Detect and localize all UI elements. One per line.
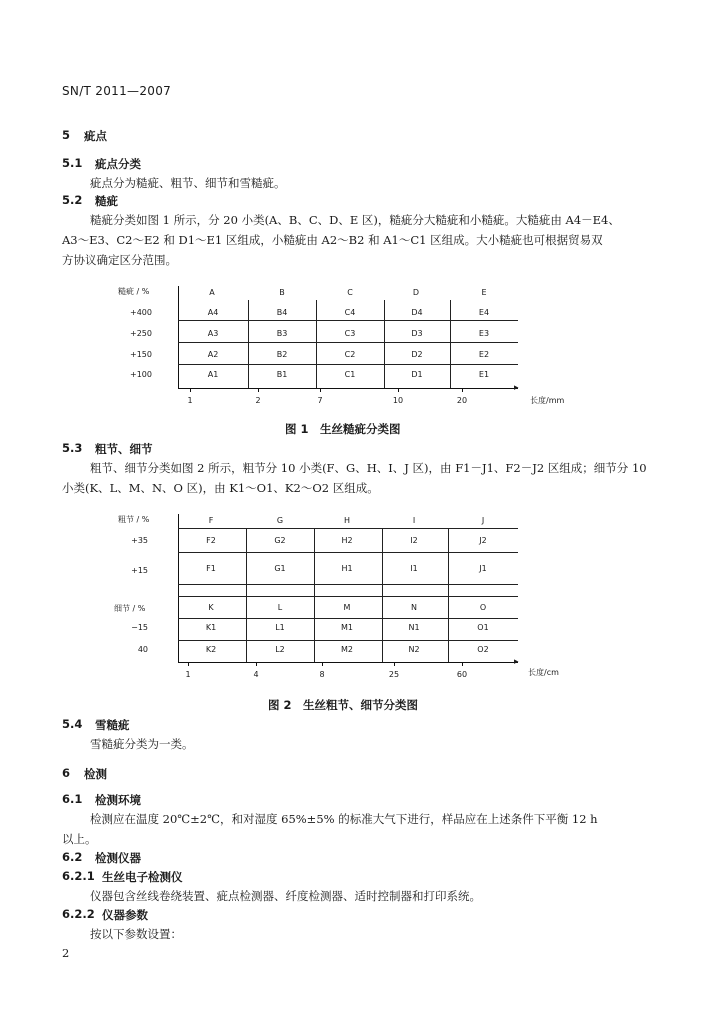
fig2-col: J (481, 516, 485, 525)
fig1-cell: D4 (411, 308, 423, 317)
fig2-cell: G1 (274, 564, 286, 573)
fig1-cell: A3 (207, 329, 219, 338)
fig1-cell: D2 (411, 350, 423, 359)
fig2-row-label: 40 (137, 645, 148, 654)
section-5-2-line-1: 糙疵分类如图 1 所示，分 20 小类(A、B、C、D、E 区)，糙疵分大糙疵和小糙疵。大糙疵由 A4－E4、 (90, 213, 620, 227)
fig2-col: F (208, 516, 214, 525)
fig2-cell: J1 (479, 564, 487, 573)
section-6-2-1-text: 仪器包含丝线卷绕装置、疵点检测器、纤度检测器、适时控制器和打印系统。 (90, 889, 481, 903)
section-5-3-number: 5.3 (62, 441, 83, 455)
fig1-xtick-label: 2 (255, 396, 261, 405)
section-5-3-title: 粗节、细节 (95, 442, 153, 456)
fig2-gridline (178, 528, 518, 529)
fig2-cell: F2 (206, 536, 216, 545)
fig2-cell: O2 (477, 645, 489, 654)
section-5-3-line-2: 小类(K、L、M、N、O 区)，由 K1～O1、K2～O2 区组成。 (62, 481, 379, 495)
fig2-divider (448, 528, 449, 662)
fig1-cell: E3 (478, 329, 490, 338)
standard-header: SN/T 2011—2007 (62, 84, 172, 98)
fig1-col-a: A (209, 288, 215, 297)
fig1-row-label: +400 (130, 308, 152, 317)
section-6-1-line-1: 检测应在温度 20℃±2℃，和对湿度 65%±5% 的标准大气下进行，样品应在上述条件下平衡 12 h (90, 812, 598, 826)
fig2-tick (322, 662, 323, 666)
fig2-xtick-label: 1 (185, 670, 191, 679)
fig2-cell: L1 (275, 623, 285, 632)
section-5-1-title: 疵点分类 (95, 157, 141, 171)
section-5-4-title: 雪糙疵 (95, 718, 130, 732)
fig2-gridline (178, 584, 518, 585)
section-6-title: 检测 (84, 767, 107, 781)
fig2-xtick-label: 4 (253, 670, 259, 679)
fig1-gridline (178, 364, 518, 365)
fig2-row-label: +35 (131, 536, 148, 545)
fig1-cell: D3 (411, 329, 423, 338)
fig2-cell: H2 (341, 536, 353, 545)
section-5-1-text: 疵点分为糙疵、粗节、细节和雪糙疵。 (90, 176, 286, 190)
fig2-gridline (178, 552, 518, 553)
fig2-cell: M2 (341, 645, 353, 654)
fig2-cell: N1 (408, 623, 420, 632)
section-5-1-number: 5.1 (62, 156, 83, 170)
section-5-4-number: 5.4 (62, 717, 83, 731)
fig1-tick (398, 388, 399, 392)
fig2-col: G (276, 516, 284, 525)
section-5-4-text: 雪糙疵分类为一类。 (90, 737, 194, 751)
fig2-cell: H1 (341, 564, 353, 573)
fig1-divider (248, 300, 249, 388)
fig1-cell: C1 (344, 370, 356, 379)
fig2-xunit: 长度/cm (528, 668, 559, 677)
fig1-divider (384, 300, 385, 388)
fig1-tick (190, 388, 191, 392)
fig1-cell: B1 (276, 370, 288, 379)
fig2-ylabel-top: 粗节 / % (118, 515, 150, 524)
fig1-row-label: +100 (130, 370, 152, 379)
fig2-tick (188, 662, 189, 666)
fig2-xtick-label: 25 (388, 670, 400, 679)
section-6-2-1-title: 生丝电子检测仪 (102, 870, 183, 884)
fig1-tick (320, 388, 321, 392)
fig2-cell: J2 (479, 536, 487, 545)
fig2-tick (394, 662, 395, 666)
fig2-gridline (178, 618, 518, 619)
fig1-x-axis (178, 388, 518, 389)
section-6-2-2-number: 6.2.2 (62, 907, 95, 921)
fig2-x-axis (178, 662, 518, 663)
section-5-2-line-2: A3～E3、C2～E2 和 D1～E1 区组成，小糙疵由 A2～B2 和 A1～C1 区组成。大小糙疵也可根据贸易双 (62, 233, 603, 247)
section-6-1-line-2: 以上。 (62, 832, 97, 846)
fig1-cell: B3 (276, 329, 288, 338)
fig1-xtick-label: 1 (187, 396, 193, 405)
fig1-cell: C4 (344, 308, 356, 317)
fig1-cell: B2 (276, 350, 288, 359)
fig1-divider (450, 300, 451, 388)
fig2-cell: O1 (477, 623, 489, 632)
fig1-xtick-label: 20 (456, 396, 468, 405)
section-6-2-2-text: 按以下参数设置： (90, 927, 182, 941)
fig2-ylabel-mid: 细节 / % (114, 604, 146, 613)
fig1-axis-arrow: ▸ (514, 383, 519, 393)
fig1-cell: B4 (276, 308, 288, 317)
fig2-col-mid: M (343, 603, 351, 612)
fig2-col-mid: K (208, 603, 214, 612)
fig1-cell: D1 (411, 370, 423, 379)
section-5-2-number: 5.2 (62, 193, 83, 207)
fig2-col-mid: L (277, 603, 283, 612)
fig2-xtick-label: 60 (456, 670, 468, 679)
fig1-row-label: +150 (130, 350, 152, 359)
section-5-3-line-1: 粗节、细节分类如图 2 所示，粗节分 10 小类(F、G、H、I、J 区)，由 F1－J1、F2－J2 区组成；细节分 10 (90, 461, 647, 475)
fig2-caption: 图 2 生丝粗节、细节分类图 (268, 698, 419, 712)
fig2-axis-arrow: ▸ (514, 657, 519, 667)
section-5-2-title: 糙疵 (95, 194, 118, 208)
fig1-xtick-label: 10 (392, 396, 404, 405)
fig1-row-label: +250 (130, 329, 152, 338)
fig1-col-c: C (347, 288, 353, 297)
fig2-cell: F1 (206, 564, 216, 573)
fig1-cell: A2 (207, 350, 219, 359)
fig2-row-label: −15 (131, 623, 148, 632)
section-6-1-title: 检测环境 (95, 793, 141, 807)
fig2-divider (246, 528, 247, 662)
fig1-xunit: 长度/mm (530, 396, 565, 405)
page-number: 2 (62, 946, 70, 960)
section-6-2-1-number: 6.2.1 (62, 869, 95, 883)
fig2-divider (314, 528, 315, 662)
fig2-gridline (178, 640, 518, 641)
fig1-cell: C2 (344, 350, 356, 359)
fig1-cell: E1 (478, 370, 490, 379)
fig1-gridline (178, 320, 518, 321)
fig1-caption: 图 1 生丝糙疵分类图 (285, 422, 401, 436)
fig1-ylabel: 糙疵 / % (118, 287, 150, 296)
fig1-col-b: B (279, 288, 285, 297)
section-6-2-2-title: 仪器参数 (102, 908, 148, 922)
section-6-2-title: 检测仪器 (95, 851, 141, 865)
fig2-row-label: +15 (131, 566, 148, 575)
fig1-divider (316, 300, 317, 388)
section-6-2-number: 6.2 (62, 850, 83, 864)
fig2-cell: L2 (275, 645, 285, 654)
fig1-cell: A4 (207, 308, 219, 317)
fig2-cell: K1 (205, 623, 217, 632)
section-5-2-line-3: 方协议确定区分范围。 (62, 253, 177, 267)
fig1-xtick-label: 7 (317, 396, 323, 405)
fig2-col: I (412, 516, 416, 525)
fig1-cell: A1 (207, 370, 219, 379)
fig1-tick (462, 388, 463, 392)
fig2-xtick-label: 8 (319, 670, 325, 679)
fig2-col: H (343, 516, 351, 525)
fig1-col-d: D (412, 288, 420, 297)
section-6-number: 6 (62, 766, 71, 780)
fig2-cell: K2 (205, 645, 217, 654)
fig1-col-e: E (481, 288, 487, 297)
fig2-cell: M1 (341, 623, 353, 632)
fig2-cell: G2 (274, 536, 286, 545)
fig2-cell: I1 (410, 564, 418, 573)
fig2-divider (382, 528, 383, 662)
fig1-gridline (178, 342, 518, 343)
fig2-cell: N2 (408, 645, 420, 654)
fig2-cell: I2 (410, 536, 418, 545)
fig1-y-axis (178, 286, 179, 388)
fig1-tick (258, 388, 259, 392)
section-6-1-number: 6.1 (62, 792, 83, 806)
fig2-tick (256, 662, 257, 666)
fig2-col-mid: N (411, 603, 417, 612)
fig2-gridline (178, 596, 518, 597)
section-5-title: 疵点 (84, 129, 107, 143)
fig1-cell: C3 (344, 329, 356, 338)
section-5-number: 5 (62, 128, 71, 142)
fig2-tick (462, 662, 463, 666)
fig1-cell: E2 (478, 350, 490, 359)
fig1-cell: E4 (478, 308, 490, 317)
fig2-col-mid: O (479, 603, 487, 612)
